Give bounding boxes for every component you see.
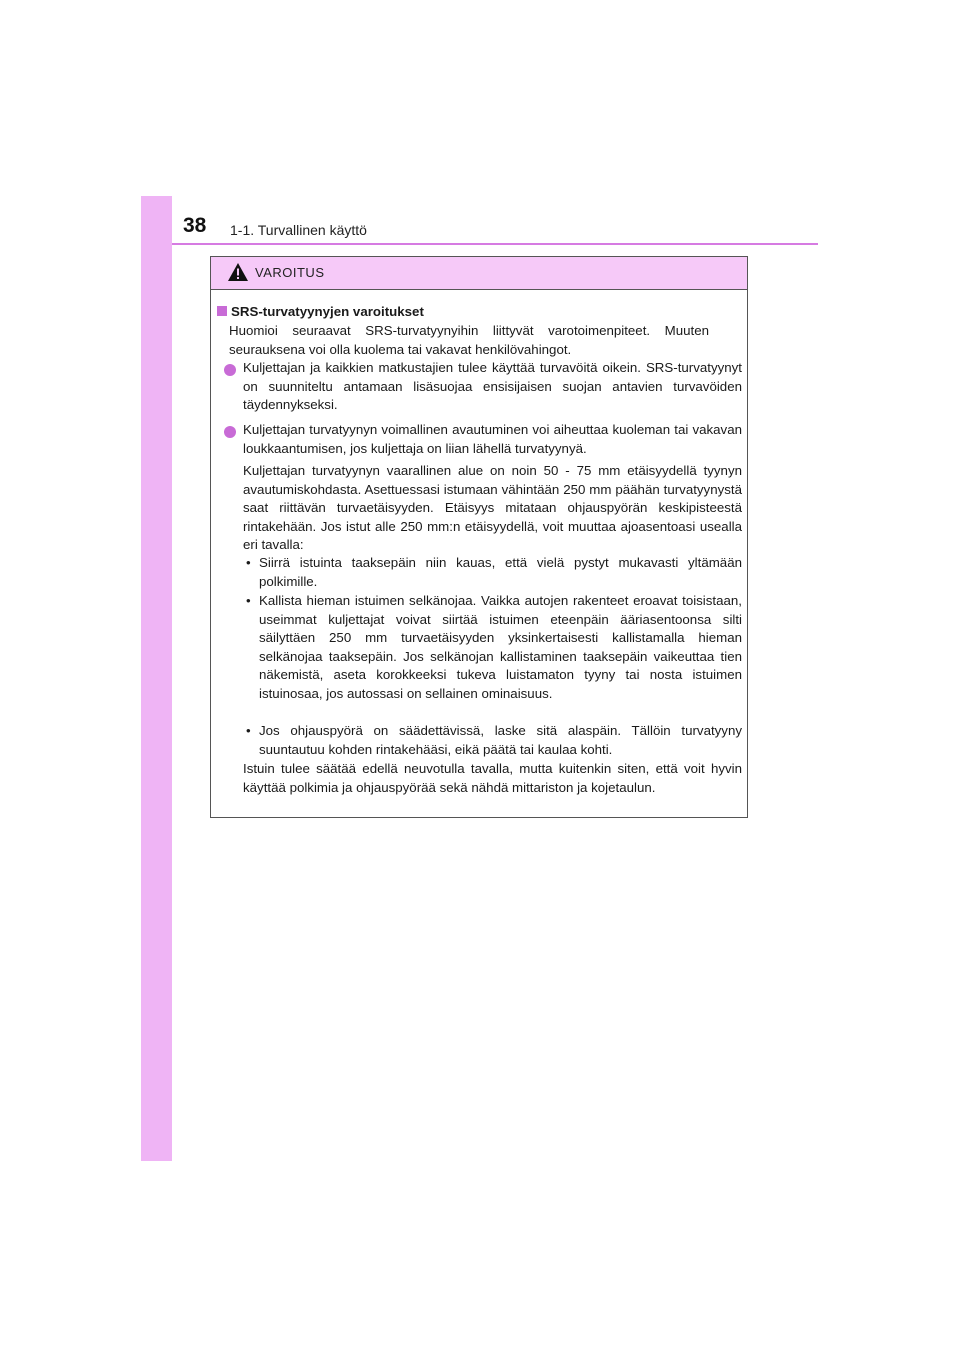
side-color-band	[141, 196, 172, 1161]
header-rule	[172, 243, 818, 245]
warning-heading-text: SRS-turvatyynyjen varoitukset	[231, 304, 424, 319]
sub-item-3: Jos ohjauspyörä on säädettävissä, laske sitä alaspäin. Tällöin turvatyyny suuntautuu kohden rintakehääsi, eikä päätä tai kaulaa kohti.	[259, 723, 742, 757]
bullet-1-text: Kuljettajan ja kaikkien matkustajien tulee käyttää turvavöitä oikein. SRS-turvatyynyt on suunniteltu antamaan lisäsuojaa ensisijaisen suojan antavien turvavöiden täydennykseksi.	[243, 360, 742, 412]
bullet-2-paragraph: Kuljettajan turvatyynyn vaarallinen alue on noin 50 - 75 mm etäisyydellä tyynyn avautumiskohdasta. Asettuessasi istumaan vähintään 250 mm päähän turvatyynystä saat riittävän turvaetäisyyden. Etäisyys mitataan ohjauspyörän keskipisteestä rintakehään. Jos istut alle 250 mm:n etäisyydellä, voit muuttaa ajoasentoasi usealla eri tavalla:	[243, 463, 742, 552]
warning-triangle-icon	[227, 262, 249, 282]
circle-bullet-icon	[224, 426, 236, 438]
page-number: 38	[183, 214, 207, 237]
sub-item-1: Siirrä istuinta taaksepäin niin kauas, että vielä pystyt mukavasti yltämään polkimille.	[259, 555, 742, 589]
closing-paragraph: Istuin tulee säätää edellä neuvotulla tavalla, mutta kuitenkin siten, että voit hyvin käyttää polkimia ja ohjauspyörää sekä nähdä mittariston ja kojetaulun.	[243, 761, 742, 795]
section-title: 1-1. Turvallinen käyttö	[230, 222, 367, 238]
square-bullet-icon	[217, 306, 227, 316]
warning-heading	[217, 303, 424, 322]
intro-paragraph: Huomioi seuraavat SRS-turvatyynyihin liittyvät varotoimenpiteet. Muuten seurauksena voi olla kuolema tai vakavat henkilövahingot.	[229, 323, 709, 357]
warning-label: VAROITUS	[255, 265, 325, 280]
bullet-2-text: Kuljettajan turvatyynyn voimallinen avautuminen voi aiheuttaa kuoleman tai vakavan loukkaantumisen, jos kuljettaja on liian lähellä turvatyynyä.	[243, 422, 742, 456]
sub-item-dot: •	[246, 723, 251, 738]
sub-item-dot: •	[246, 593, 251, 608]
sub-item-2: Kallista hieman istuimen selkänojaa. Vaikka autojen rakenteet eroavat toisistaan, useimmat kuljettajat voivat siirtää istuimen eteenpäin ääriasentoonsa silti säilyttäen 250 mm turvaetäisyyden yksinkertaisesti kallistamalla hieman selkänojaa taaksepäin. Jos selkänojan kallistaminen taaksepäin vaikeuttaa tien näkemistä, aseta korokkeeksi tukeva luistamaton tyyny tai nosta istuimen istuinosaa, jos autossasi on sellainen ominaisuus.	[259, 593, 742, 701]
circle-bullet-icon	[224, 364, 236, 376]
warning-body	[211, 290, 747, 817]
warning-box	[210, 256, 748, 818]
warning-header	[211, 257, 747, 290]
sub-item-dot: •	[246, 555, 251, 570]
